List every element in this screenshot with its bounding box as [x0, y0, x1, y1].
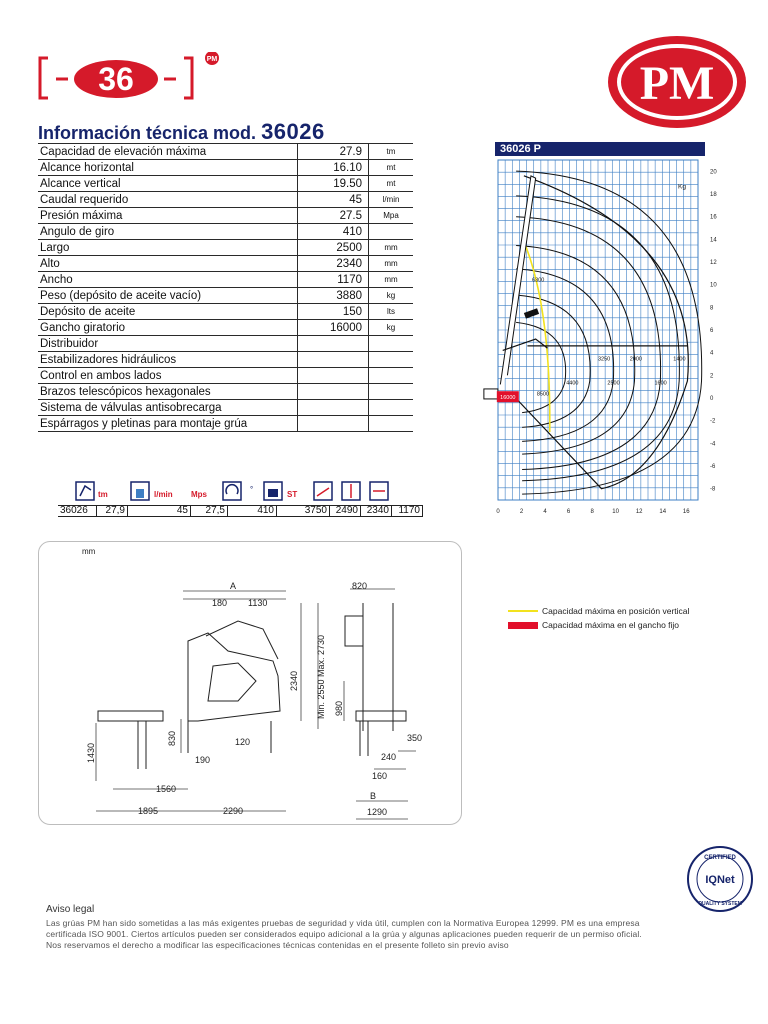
spec-unit: kg	[369, 288, 414, 304]
spec-label: Distribuidor	[38, 336, 298, 352]
spec-value	[298, 352, 369, 368]
summary-flow: 45	[128, 506, 191, 517]
spec-value: 150	[298, 304, 369, 320]
spec-row	[38, 176, 413, 192]
capacity-label: 3250	[598, 356, 611, 363]
x-tick-label: 10	[612, 509, 619, 515]
icon-label-degree: °	[250, 485, 254, 494]
summary-pressure: 27,5	[191, 506, 228, 517]
y-tick-label: -4	[710, 441, 716, 448]
spec-value: 19.50	[298, 176, 369, 192]
spec-value	[298, 400, 369, 416]
spec-unit: l/min	[369, 192, 414, 208]
y-tick-label: 4	[710, 350, 714, 357]
dim-A: A	[230, 581, 237, 591]
spec-label: Estabilizadores hidráulicos	[38, 352, 298, 368]
dim-B: B	[370, 791, 377, 801]
spec-row	[38, 192, 413, 208]
capacity-label: 6300	[532, 277, 545, 284]
spec-unit	[369, 336, 414, 352]
legal-line-2: certificada ISO 9001. Ciertos artículos pueden ser considerados equipo adicional a la grúa y algunas aplicaciones pueden requerir de un permiso oficial.	[46, 929, 642, 939]
y-tick-label: 20	[710, 169, 717, 176]
legend-item-vertical	[508, 604, 689, 618]
icon-label-mps: Mps	[191, 490, 207, 499]
spec-unit: Mpa	[369, 208, 414, 224]
spec-label: Espárragos y pletinas para montaje grúa	[38, 416, 298, 432]
spec-row	[38, 256, 413, 272]
dim-2290: 2290	[223, 806, 244, 816]
seal-bottom-text: QUALITY SYSTEM	[698, 901, 742, 907]
legend-label-hook: Capacidad máxima en el gancho fijo	[542, 620, 680, 630]
spec-row	[38, 384, 413, 400]
spec-label: Peso (depósito de aceite vacío)	[38, 288, 298, 304]
capacity-label: 4400	[566, 380, 579, 387]
y-tick-label: 18	[710, 192, 717, 198]
spec-row	[38, 144, 413, 160]
spec-label: Angulo de giro	[38, 224, 298, 240]
spec-row	[38, 320, 413, 336]
spec-unit	[369, 352, 414, 368]
y-tick-label: 14	[710, 237, 717, 244]
summary-icon-strip	[58, 480, 398, 504]
control-box-front	[345, 616, 363, 646]
legal-line-1: Las grúas PM han sido sometidas a las más exigentes pruebas de seguridad y vida útil, cumplen con la Normativa Europea 12999. PM es una empresa	[46, 918, 640, 928]
dim-120: 120	[235, 737, 251, 747]
icon-label-tm: tm	[98, 490, 108, 499]
spec-row	[38, 272, 413, 288]
x-tick-label: 4	[543, 509, 547, 515]
crane-front-frame	[363, 603, 393, 731]
seal-top-text: CERTIFIED	[704, 855, 736, 861]
summary-weight: 3750	[277, 506, 330, 517]
spec-row	[38, 416, 413, 432]
load-chart-header: 36026 P	[495, 142, 705, 156]
spec-value: 1170	[298, 272, 369, 288]
legend-swatch-red	[508, 622, 538, 629]
spec-value	[298, 368, 369, 384]
spec-row	[38, 336, 413, 352]
spec-row	[38, 288, 413, 304]
y-tick-label: -6	[710, 464, 716, 470]
crane-boom-side	[206, 621, 278, 659]
y-tick-label: 8	[710, 305, 714, 312]
y-tick-label: -8	[710, 486, 716, 493]
spec-value: 27.5	[298, 208, 369, 224]
spec-label: Depósito de aceite	[38, 304, 298, 320]
spec-value: 27.9	[298, 144, 369, 160]
spec-unit	[369, 224, 414, 240]
length-icon	[314, 482, 332, 500]
spec-row	[38, 368, 413, 384]
spec-unit: kg	[369, 320, 414, 336]
pm-brand-logo	[606, 34, 748, 130]
dimension-drawing	[38, 541, 462, 825]
spec-table	[38, 143, 413, 432]
icon-label-lmin: l/min	[154, 490, 173, 499]
crane-base	[484, 389, 498, 399]
dim-190: 190	[195, 755, 211, 765]
legal-text	[46, 918, 746, 951]
spec-row	[38, 304, 413, 320]
spec-unit: lts	[369, 304, 414, 320]
spec-row	[38, 224, 413, 240]
x-tick-label: 12	[635, 509, 643, 515]
x-tick-label: 2	[519, 509, 524, 515]
y-tick-label: 12	[710, 260, 717, 266]
summary-length: 2490	[330, 506, 361, 517]
spec-unit: mm	[369, 240, 414, 256]
dim-980: 980	[334, 700, 344, 716]
spec-label: Gancho giratorio	[38, 320, 298, 336]
legend-item-hook	[508, 618, 689, 632]
summary-width: 1170	[392, 506, 423, 517]
spec-value: 45	[298, 192, 369, 208]
spec-value: 410	[298, 224, 369, 240]
spec-label: Capacidad de elevación máxima	[38, 144, 298, 160]
spec-value	[298, 416, 369, 432]
dim-240: 240	[381, 752, 397, 762]
hook-capacity-label: 16000	[500, 395, 516, 402]
spec-value	[298, 336, 369, 352]
seal-center-text: IQNet	[705, 874, 735, 886]
brand-logo-text: PM	[639, 57, 715, 110]
page-title	[38, 119, 325, 145]
spec-unit: mm	[369, 272, 414, 288]
spec-label: Brazos telescópicos hexagonales	[38, 384, 298, 400]
dim-180: 180	[212, 598, 228, 608]
dim-min-max: Min. 2550 Max. 2730	[316, 634, 326, 719]
dim-820: 820	[352, 581, 368, 591]
spec-value	[298, 384, 369, 400]
capacity-label: 1600	[654, 380, 667, 387]
y-tick-label: 2	[710, 373, 714, 380]
spec-value: 3880	[298, 288, 369, 304]
summary-table	[58, 505, 423, 517]
title-prefix: Información técnica mod.	[38, 123, 257, 143]
crane-column-side	[208, 663, 256, 701]
x-tick-label: 6	[566, 509, 571, 515]
chart-legend	[508, 604, 689, 632]
stabilizer-leg-left	[138, 721, 146, 769]
spec-unit	[369, 368, 414, 384]
dim-350: 350	[407, 733, 423, 743]
y-tick-label: 6	[710, 328, 714, 334]
x-tick-label: 0	[496, 509, 500, 515]
spec-label: Alcance horizontal	[38, 160, 298, 176]
spec-label: Caudal requerido	[38, 192, 298, 208]
legal-heading: Aviso legal	[46, 904, 95, 915]
series-number: 36	[98, 61, 134, 97]
title-model: 36026	[261, 119, 325, 144]
spec-value: 2500	[298, 240, 369, 256]
spec-unit: tm	[369, 144, 414, 160]
spec-unit	[369, 384, 414, 400]
y-tick-label: -2	[710, 418, 716, 425]
spec-row	[38, 160, 413, 176]
chart-unit-label: Kg	[678, 183, 686, 191]
spec-value: 16000	[298, 320, 369, 336]
spec-row	[38, 400, 413, 416]
capacity-label: 2500	[607, 380, 620, 387]
dim-2340: 2340	[289, 670, 299, 691]
spec-row	[38, 240, 413, 256]
drawing-unit: mm	[82, 547, 96, 556]
x-tick-label: 16	[682, 509, 690, 515]
series-badge: PM	[206, 56, 218, 63]
dim-1430: 1430	[86, 742, 96, 763]
spec-label: Presión máxima	[38, 208, 298, 224]
dim-1290: 1290	[367, 807, 388, 817]
spec-label: Alcance vertical	[38, 176, 298, 192]
spec-unit	[369, 400, 414, 416]
spec-row	[38, 352, 413, 368]
dim-1895: 1895	[138, 806, 159, 816]
legend-swatch-yellow	[508, 610, 538, 612]
x-tick-label: 14	[659, 509, 667, 515]
spec-value: 2340	[298, 256, 369, 272]
summary-height: 2340	[361, 506, 392, 517]
dim-1560: 1560	[156, 784, 177, 794]
spec-unit	[369, 416, 414, 432]
capacity-icon	[76, 482, 94, 500]
y-tick-label: 10	[710, 282, 717, 289]
capacity-label: 8500	[536, 391, 550, 398]
legend-label-vertical: Capacidad máxima en posición vertical	[542, 606, 690, 616]
series-36-logo	[36, 52, 226, 104]
spec-row	[38, 208, 413, 224]
summary-model: 36026	[58, 506, 97, 517]
x-tick-label: 8	[590, 509, 594, 515]
dim-160: 160	[372, 771, 388, 781]
summary-rotation: 410	[228, 506, 277, 517]
base-legs	[188, 721, 271, 753]
spec-label: Largo	[38, 240, 298, 256]
capacity-label: 1400	[673, 356, 686, 363]
icon-label-st: ST	[287, 490, 298, 499]
dim-830: 830	[167, 730, 177, 746]
stabilizer-beam-left	[98, 711, 163, 721]
spec-unit: mm	[369, 256, 414, 272]
spec-unit: mt	[369, 160, 414, 176]
spec-label: Ancho	[38, 272, 298, 288]
dim-1130: 1130	[248, 598, 268, 608]
spec-unit: mt	[369, 176, 414, 192]
y-tick-label: 0	[710, 396, 714, 402]
load-chart	[470, 156, 720, 521]
capacity-label: 2000	[629, 356, 643, 363]
spec-label: Sistema de válvulas antisobrecarga	[38, 400, 298, 416]
crane-body-side	[188, 633, 280, 721]
y-tick-label: 16	[710, 214, 717, 221]
spec-label: Alto	[38, 256, 298, 272]
iqnet-certification-seal	[686, 845, 754, 913]
legal-line-3: Nos reservamos el derecho a modificar las especificaciones técnicas contenidas en el presente folleto sin previo aviso	[46, 940, 509, 950]
spec-value: 16.10	[298, 160, 369, 176]
summary-capacity: 27,9	[97, 506, 128, 517]
stabilizer-leg-front	[360, 721, 368, 756]
spec-label: Control en ambos lados	[38, 368, 298, 384]
